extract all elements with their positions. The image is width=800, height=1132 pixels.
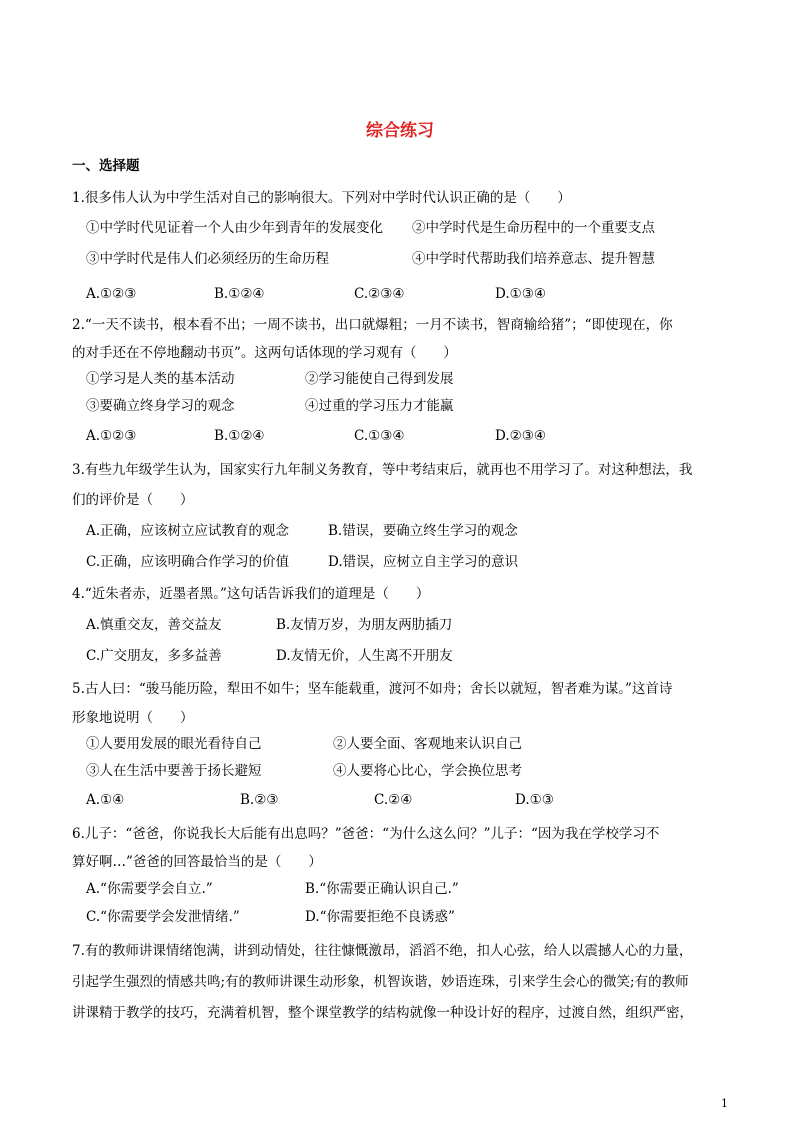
page-number: 1 — [721, 1097, 728, 1110]
question-6-option-a: A.“你需要学会自立.” — [86, 881, 213, 897]
question-5-stem-line-1: 5.古人曰：“骏马能历险，犁田不如牛；坚车能载重，渡河不如舟；舍长以就短，智者难为谋。”这首诗 — [72, 681, 673, 697]
question-2-stem-line-1: 2.“一天不读书，根本看不出；一周不读书，出口就爆粗；一月不读书，智商输给猪”；“即使现在，你 — [72, 317, 673, 333]
question-3-stem-line-2: 们的评价是（ ） — [72, 492, 194, 508]
question-1-statement-4: ④中学时代帮助我们培养意志、提升智慧 — [412, 251, 655, 267]
question-5-statement-2: ②人要全面、客观地来认识自己 — [333, 736, 522, 752]
question-5-option-c: C.②④ — [374, 792, 413, 808]
question-4-option-a: A.慎重交友，善交益友 — [86, 617, 222, 633]
question-1-option-c: C.②③④ — [354, 286, 405, 302]
question-6-stem-line-2: 算好啊…”爸爸的回答最恰当的是（ ） — [72, 854, 322, 870]
page-title: 综合练习 — [366, 121, 434, 141]
question-1-stem: 1.很多伟人认为中学生活对自己的影响很大。下列对中学时代认识正确的是（ ） — [72, 190, 571, 206]
section-heading: 一、选择题 — [72, 158, 140, 174]
question-3-stem-line-1: 3.有些九年级学生认为，国家实行九年制义务教育，等中考结束后，就再也不用学习了。对这种想法，我 — [72, 462, 693, 478]
question-3-option-d: D.错误，应树立自主学习的意识 — [328, 554, 519, 570]
question-4-option-b: B.友情万岁，为朋友两肋插刀 — [276, 617, 453, 633]
question-2-statement-2: ②学习能使自己得到发展 — [305, 371, 454, 387]
question-1-statement-2: ②中学时代是生命历程中的一个重要支点 — [412, 220, 655, 236]
question-5-statement-1: ①人要用发展的眼光看待自己 — [86, 736, 262, 752]
question-4-option-d: D.友情无价，人生离不开朋友 — [276, 648, 453, 664]
question-5-stem-line-2: 形象地说明（ ） — [72, 710, 194, 726]
question-2-option-a: A.①②③ — [86, 428, 137, 444]
question-5-statement-3: ③人在生活中要善于扬长避短 — [86, 763, 262, 779]
question-2-option-b: B.①②④ — [214, 428, 265, 444]
question-4-stem: 4.“近朱者赤，近墨者黑。”这句话告诉我们的道理是（ ） — [72, 586, 430, 602]
question-6-option-d: D.“你需要拒绝不良诱惑” — [305, 909, 455, 925]
question-2-option-d: D.②③④ — [495, 428, 546, 444]
question-7-line-1: 7.有的教师讲课情绪饱满，讲到动情处，往往慷慨激昂，滔滔不绝，扣人心弦，给人以震撼人心的力量， — [72, 943, 693, 959]
question-6-option-b: B.“你需要正确认识自己.” — [305, 881, 459, 897]
question-1-statement-1: ①中学时代见证着一个人由少年到青年的发展变化 — [86, 220, 383, 236]
question-5-option-b: B.②③ — [240, 792, 279, 808]
question-7-line-3: 讲课精于教学的技巧，充满着机智，整个课堂教学的结构就像一种设计好的程序，过渡自然，组织严密， — [72, 1005, 693, 1021]
question-2-statement-4: ④过重的学习压力才能赢 — [305, 398, 454, 414]
question-7-line-2: 引起学生强烈的情感共鸣;有的教师讲课生动形象，机智诙谐，妙语连珠，引来学生会心的微笑;有的教师 — [72, 974, 689, 990]
question-1-option-a: A.①②③ — [86, 286, 137, 302]
question-6-option-c: C.“你需要学会发泄情绪.” — [86, 909, 240, 925]
question-4-option-c: C.广交朋友，多多益善 — [86, 648, 222, 664]
question-5-statement-4: ④人要将心比心，学会换位思考 — [333, 763, 522, 779]
question-1-option-d: D.①③④ — [495, 286, 546, 302]
question-3-option-a: A.正确，应该树立应试教育的观念 — [86, 523, 290, 539]
question-5-option-a: A.①④ — [86, 792, 125, 808]
question-1-statement-3: ③中学时代是伟人们必须经历的生命历程 — [86, 251, 329, 267]
question-1-option-b: B.①②④ — [214, 286, 265, 302]
question-2-statement-3: ③要确立终身学习的观念 — [86, 398, 235, 414]
question-2-statement-1: ①学习是人类的基本活动 — [86, 371, 235, 387]
question-3-option-b: B.错误，要确立终生学习的观念 — [328, 523, 518, 539]
question-2-stem-line-2: 的对手还在不停地翻动书页”。这两句话体现的学习观有（ ） — [72, 345, 457, 361]
question-6-stem-line-1: 6.儿子：“爸爸，你说我长大后能有出息吗？”爸爸：“为什么这么问？”儿子：“因为我在学校学习不 — [72, 826, 660, 842]
question-2-option-c: C.①③④ — [354, 428, 405, 444]
question-5-option-d: D.①③ — [515, 792, 554, 808]
question-3-option-c: C.正确，应该明确合作学习的价值 — [86, 554, 290, 570]
